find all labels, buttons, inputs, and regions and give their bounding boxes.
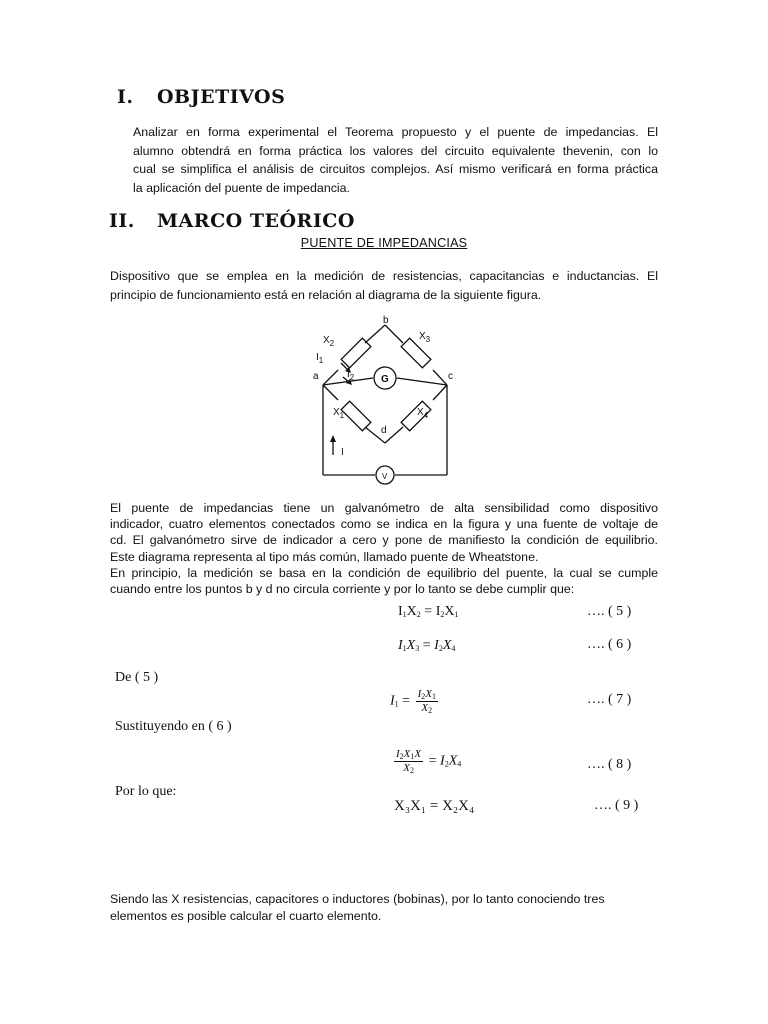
paragraph-line: Este diagrama representa al tipo más común, llamado puente de Wheatstone.: [110, 549, 539, 564]
paragraph-line: cuando entre los puntos b y d no circula corriente y por lo tanto se debe cumplir que:: [110, 582, 575, 597]
equation-9-number: …. ( 9 ): [594, 798, 639, 813]
equation-6-number: …. ( 6 ): [587, 637, 632, 652]
current-label: I: [341, 447, 344, 458]
x4-label: $X_4$: [417, 407, 429, 420]
equation-8: $\frac{I_2X_1X}{X_2}$ = $I_2X_4$: [396, 748, 462, 775]
i2-label: $I_2$: [347, 369, 355, 382]
paragraph-line: Siendo las X resistencias, capacitores o inductores (bobinas), por lo tanto conociendo tres: [110, 892, 605, 906]
paragraph-line: la aplicación del puente de impedancia.: [133, 180, 350, 195]
x1-label: $X_1$: [333, 407, 345, 420]
section-2-title: MARCO TEÓRICO: [157, 210, 355, 232]
subtitle: [0, 236, 768, 250]
paragraph-line: indicador, cuatro elementos conectados como se indica en la figura y una fuente de voltaje de: [110, 517, 658, 532]
paragraph-line: Dispositivo que se emplea en la medición de resistencias, capacitancias e inductancias. El: [110, 269, 658, 283]
paragraph-line: cual se simplifica el análisis de circuitos complejos. Así mismo verificará en forma práctica: [133, 162, 658, 177]
node-c-label: c: [448, 371, 453, 382]
paragraph-line: principio de funcionamiento está en relación al diagrama de la siguiente figura.: [110, 287, 542, 302]
equation-6: $I_1X_3 = I_2X_4$: [398, 638, 456, 653]
body-paragraph: [110, 500, 658, 597]
equation-5: $I_1X_2 = I_2X_1$: [398, 604, 459, 619]
x3-label: $X_3$: [419, 331, 431, 344]
paragraph-line: Analizar en forma experimental el Teorema propuesto y el puente de impedancias. El: [133, 125, 658, 139]
label-por-lo-que: Por lo que:: [115, 784, 177, 799]
x2-label: $X_2$: [323, 335, 335, 348]
objectives-paragraph: [133, 123, 658, 197]
label-de-5: De ( 5 ): [115, 670, 159, 685]
label-sustituyendo: Sustituyendo en ( 6 ): [115, 719, 232, 734]
i1-label: $I_1$: [316, 352, 324, 365]
section-2-heading: [109, 210, 355, 232]
equation-8-number: …. ( 8 ): [587, 757, 632, 772]
subtitle-text: PUENTE DE IMPEDANCIAS: [300, 236, 468, 250]
node-a-label: a: [313, 371, 319, 382]
equation-9: X₃X₁ = X₂X₄: [394, 798, 475, 814]
equation-7: $I_1$ = $\frac{I_2X_1}{X_2}$: [390, 688, 436, 715]
node-b-label: b: [383, 315, 389, 326]
section-1-heading: [117, 86, 285, 108]
section-2-number: II.: [109, 210, 135, 232]
wheatstone-bridge-diagram: [305, 315, 465, 490]
section-1-title: OBJETIVOS: [157, 86, 286, 108]
paragraph-line: En principio, la medición se basa en la condición de equilibrio del puente, la cual se cumple: [110, 565, 658, 580]
resistor-x1: [341, 401, 371, 431]
paragraph-line: elementos es posible calcular el cuarto elemento.: [110, 909, 382, 923]
closing-paragraph: [110, 891, 670, 925]
equation-5-number: …. ( 5 ): [587, 604, 632, 619]
equation-7-number: …. ( 7 ): [587, 692, 632, 707]
voltmeter-label: V: [382, 472, 388, 481]
intro-paragraph: [110, 267, 658, 304]
galvanometer-label: G: [381, 374, 389, 385]
paragraph-line: El puente de impedancias tiene un galvanómetro de alta sensibilidad como dispositivo: [110, 501, 658, 515]
section-1-number: I.: [117, 86, 134, 108]
node-d-label: d: [381, 425, 387, 436]
paragraph-line: alumno obtendrá en forma práctica los valores del circuito equivalente thevenin, con lo: [133, 143, 658, 158]
resistor-x2: [341, 338, 371, 368]
paragraph-line: cd. El galvanómetro sirve de indicador a cero y pone de manifiesto la condición de equilibrio.: [110, 533, 658, 548]
